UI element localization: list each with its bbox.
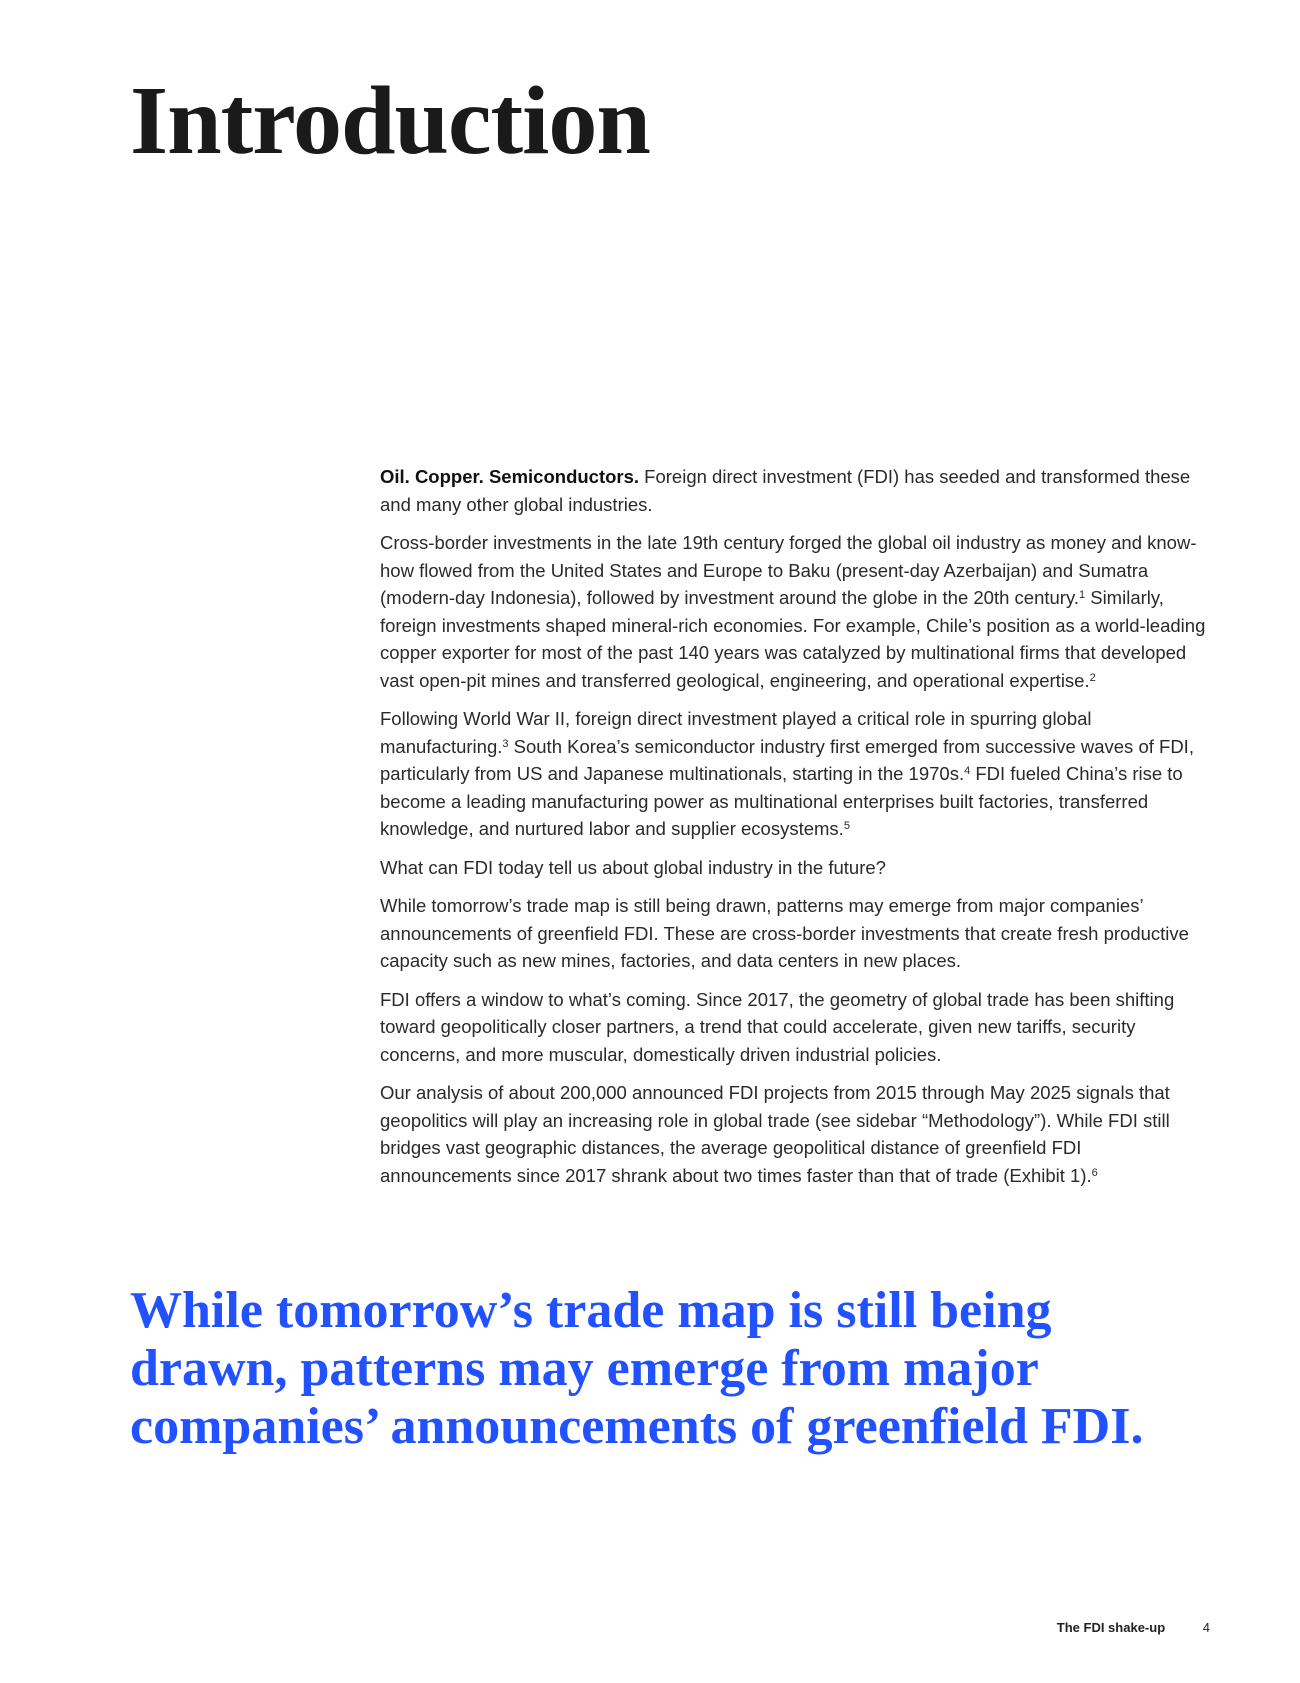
paragraph-3	[380, 705, 1215, 843]
page-title: Introduction	[130, 67, 650, 175]
paragraph-5: While tomorrow’s trade map is still being drawn, patterns may emerge from major companies’ announcements of greenfield FDI. These are cross-border investments that create fresh productive capacity such as new mines, factories, and data centers in new places.	[380, 895, 1189, 971]
lead-in-bold: Oil. Copper. Semiconductors.	[380, 466, 640, 487]
body-text	[380, 463, 1215, 1200]
paragraph-7	[380, 1079, 1215, 1189]
paragraph-2-text-a: Cross-border investments in the late 19th century forged the global oil industry as money and know-how flowed from the United States and Europe to Baku (present-day Azerbaijan) and Sumatra (modern-day Indonesia), followed by investment around the globe in the 20th century.	[380, 532, 1197, 608]
publication-title: The FDI shake-up	[1056, 1620, 1166, 1635]
paragraph-7-text: Our analysis of about 200,000 announced FDI projects from 2015 through May 2025 signals that geopolitics will play an increasing role in global trade (see sidebar “Methodology”). While FDI still bridges vast geographic distances, the average geopolitical distance of greenfield FDI announcements since 2017 shrank about two times faster than that of trade (Exhibit 1).	[380, 1082, 1170, 1186]
footnote-ref-5[interactable]: 5	[843, 820, 850, 832]
footnote-ref-2[interactable]: 2	[1089, 671, 1096, 684]
paragraph-2-text-b: Similarly, foreign investments shaped mineral-rich economies. For example, Chile’s position as a world-leading copper exporter for most of the past 140 years was catalyzed by multinational firms that developed vast open-pit mines and transferred geological, engineering, and operational expertise.	[380, 587, 1206, 691]
footnote-ref-1[interactable]: 1	[1078, 589, 1086, 601]
paragraph-2	[380, 529, 1215, 694]
pull-quote: While tomorrow’s trade map is still being drawn, patterns may emerge from major companies’ announcements of greenfield FDI.	[130, 1282, 1144, 1455]
paragraph-1-text: Foreign direct investment (FDI) has seeded and transformed these and many other global industries.	[380, 466, 1191, 515]
paragraph-6: FDI offers a window to what’s coming. Since 2017, the geometry of global trade has been shifting toward geopolitically closer partners, a trend that could accelerate, given new tariffs, security concerns, and more muscular, domestically driven industrial policies.	[380, 988, 1175, 1065]
page-number: 4	[1202, 1620, 1210, 1635]
page-footer	[1057, 1620, 1210, 1635]
footnote-ref-4[interactable]: 4	[964, 765, 971, 777]
footnote-ref-6[interactable]: 6	[1091, 1166, 1098, 1179]
paragraph-4: What can FDI today tell us about global industry in the future?	[380, 856, 886, 878]
paragraph-3-text-c: FDI fueled China’s rise to become a leading manufacturing power as multinational enterprises built factories, transferred knowledge, and nurtured labor and supplier ecosystems.	[380, 763, 1183, 839]
paragraph-3-text-a: Following World War II, foreign direct investment played a critical role in spurring global manufacturing.	[380, 708, 1092, 757]
paragraph-3-text-b: South Korea’s semiconductor industry first emerged from successive waves of FDI, particularly from US and Japanese multinationals, starting in the 1970s.	[380, 735, 1194, 784]
paragraph-1	[380, 463, 1215, 518]
footnote-ref-3[interactable]: 3	[502, 737, 509, 750]
